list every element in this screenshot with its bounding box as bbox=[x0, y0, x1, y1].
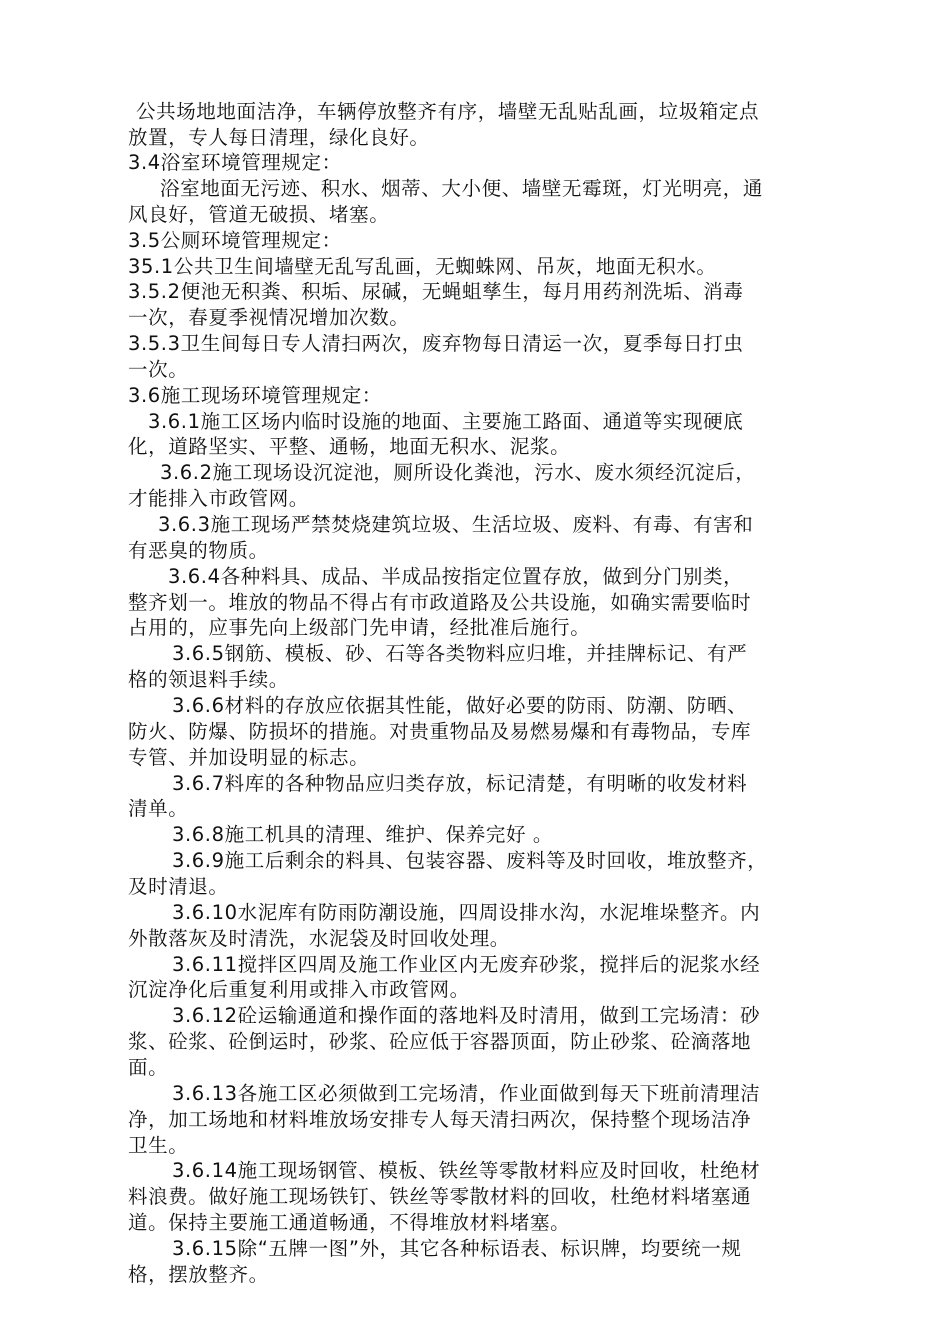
text-line: 3.6.13各施工区必须做到工完场清，作业面做到每天下班前清理洁 bbox=[172, 1082, 761, 1105]
text-line: 专管、并加设明显的标志。 bbox=[128, 746, 370, 769]
text-line: 一次。 bbox=[128, 358, 189, 381]
text-line: 及时清退。 bbox=[128, 875, 229, 898]
text-line: 外散落灰及时清洗，水泥袋及时回收处理。 bbox=[128, 927, 510, 950]
text-line: 面。 bbox=[128, 1056, 169, 1079]
text-line: 3.6.11搅拌区四周及施工作业区内无废弃砂浆，搅拌后的泥浆水经 bbox=[172, 953, 761, 976]
text-line: 3.6.10水泥库有防雨防潮设施，四周设排水沟，水泥堆垛整齐。内 bbox=[172, 901, 761, 924]
section-heading: 3.4浴室环境管理规定： bbox=[128, 151, 342, 174]
text-line: 3.6.2施工现场设沉淀池，厕所设化粪池，污水、废水须经沉淀后， bbox=[160, 461, 756, 484]
text-line: 3.5.2便池无积粪、积垢、尿碱，无蝇蛆孳生，每月用药剂洗垢、消毒 bbox=[128, 280, 744, 303]
text-line: 清单。 bbox=[128, 797, 189, 820]
text-line: 一次，春夏季视情况增加次数。 bbox=[128, 306, 410, 329]
text-line: 占用的，应事先向上级部门先申请，经批准后施行。 bbox=[128, 616, 591, 639]
text-line: 卫生。 bbox=[128, 1134, 189, 1157]
text-line: 浴室地面无污迹、积水、烟蒂、大小便、墙壁无霉斑，灯光明亮，通 bbox=[160, 177, 764, 200]
text-line: 3.6.6材料的存放应依据其性能，做好必要的防雨、防潮、防晒、 bbox=[172, 694, 748, 717]
section-heading: 3.5公厕环境管理规定： bbox=[128, 229, 342, 252]
text-line: 格，摆放整齐。 bbox=[128, 1263, 269, 1286]
text-line: 3.6.4各种料具、成品、半成品按指定位置存放，做到分门别类， bbox=[168, 565, 744, 588]
text-line: 3.6.12砼运输通道和操作面的落地料及时清用，做到工完场清：砂 bbox=[172, 1004, 761, 1027]
text-line: 才能排入市政管网。 bbox=[128, 487, 309, 510]
text-line: 净，加工场地和材料堆放场安排专人每天清扫两次，保持整个现场洁净 bbox=[128, 1108, 752, 1131]
text-line: 道。保持主要施工通道畅通，不得堆放材料堵塞。 bbox=[128, 1211, 571, 1234]
text-line: 3.6.1施工区场内临时设施的地面、主要施工路面、通道等实现硬底 bbox=[148, 410, 744, 433]
text-line: 放置，专人每日清理，绿化良好。 bbox=[128, 126, 430, 149]
text-line: 3.6.15除“五牌一图”外，其它各种标语表、标识牌，均要统一规 bbox=[172, 1237, 742, 1260]
text-line: 3.6.9施工后剩余的料具、包装容器、废料等及时回收，堆放整齐， bbox=[172, 849, 768, 872]
text-line: 有恶臭的物质。 bbox=[128, 539, 269, 562]
text-line: 沉淀净化后重复利用或排入市政管网。 bbox=[128, 978, 470, 1001]
text-line: 3.6.7料库的各种物品应归类存放，标记清楚，有明晰的收发材料 bbox=[172, 772, 748, 795]
text-line: 浆、砼浆、砼倒运时，砂浆、砼应低于容器顶面，防止砂浆、砼滴落地 bbox=[128, 1030, 752, 1053]
text-line: 3.5.3卫生间每日专人清扫两次，废弃物每日清运一次，夏季每日打虫 bbox=[128, 332, 744, 355]
text-line: 3.6.8施工机具的清理、维护、保养完好 。 bbox=[172, 823, 554, 846]
text-line: 防火、防爆、防损坏的措施。对贵重物品及易燃易爆和有毒物品，专库 bbox=[128, 720, 752, 743]
text-line: 公共场地地面洁净，车辆停放整齐有序，墙壁无乱贴乱画，垃圾箱定点 bbox=[136, 100, 760, 123]
text-line: 3.6.5钢筋、模板、砂、石等各类物料应归堆，并挂牌标记、有严 bbox=[172, 642, 748, 665]
text-line: 化，道路坚实、平整、通畅，地面无积水、泥浆。 bbox=[128, 435, 571, 458]
text-line: 3.6.14施工现场钢管、模板、铁丝等零散材料应及时回收，杜绝材 bbox=[172, 1159, 761, 1182]
text-line: 整齐划一。堆放的物品不得占有市政道路及公共设施，如确实需要临时 bbox=[128, 591, 752, 614]
text-line: 35.1公共卫生间墙壁无乱写乱画，无蜘蛛网、吊灰，地面无积水。 bbox=[128, 255, 717, 278]
text-line: 3.6.3施工现场严禁焚烧建筑垃圾、生活垃圾、废料、有毒、有害和 bbox=[158, 513, 754, 536]
text-line: 风良好，管道无破损、堵塞。 bbox=[128, 203, 390, 226]
text-line: 料浪费。做好施工现场铁钉、铁丝等零散材料的回收，杜绝材料堵塞通 bbox=[128, 1185, 752, 1208]
text-line: 格的领退料手续。 bbox=[128, 668, 289, 691]
section-heading: 3.6施工现场环境管理规定： bbox=[128, 384, 382, 407]
